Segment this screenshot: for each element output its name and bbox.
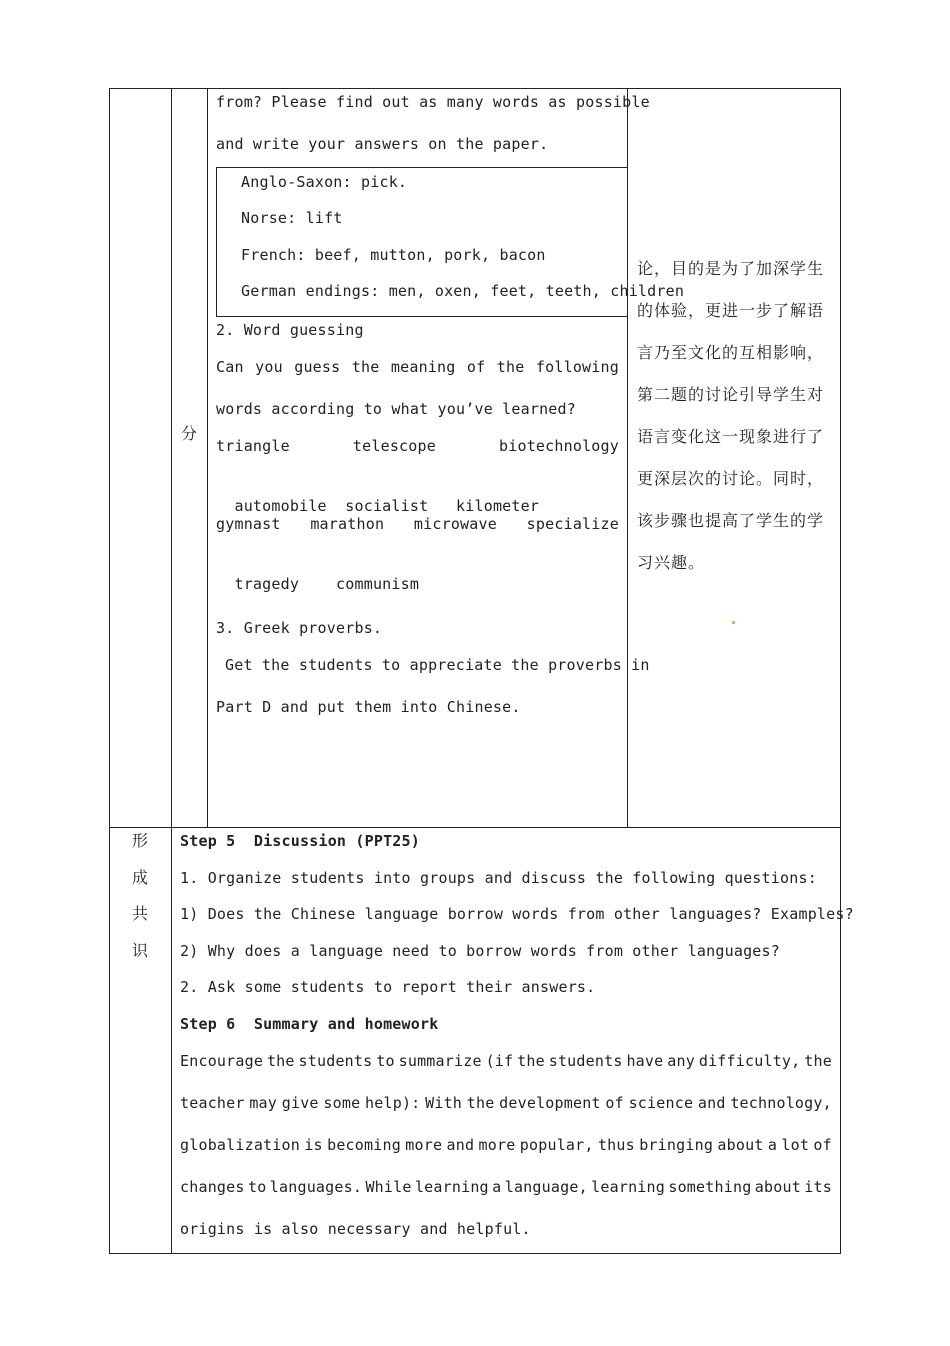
notes-column-divider (627, 88, 628, 828)
table-top-border (109, 88, 841, 89)
note-line-1: 论，目的是为了加深学生 (637, 259, 825, 278)
stage-label-upper: 分 (181, 424, 199, 443)
step-5-line-4: 2. Ask some students to report their answers. (180, 978, 596, 996)
stage-column-divider (171, 88, 172, 1254)
inner-column-divider (207, 88, 208, 828)
word-guessing-heading: 2. Word guessing (216, 321, 364, 339)
step-5-line-1: 1. Organize students into groups and discuss the following questions: (180, 869, 817, 887)
table-right-border (840, 88, 841, 1254)
note-line-7: 该步骤也提高了学生的学 (637, 511, 825, 530)
intro-line-1: from? Please find out as many words as possible (216, 93, 650, 111)
origins-box-top (216, 167, 628, 168)
greek-proverbs-line-1: Get the students to appreciate the proverbs in (225, 656, 650, 674)
greek-proverbs-line-2: Part D and put them into Chinese. (216, 698, 521, 716)
origins-box-bottom (216, 316, 628, 317)
step-6-title: Step 6 Summary and homework (180, 1015, 439, 1033)
origin-german: German endings: men, oxen, feet, teeth, children (241, 282, 685, 300)
intro-line-2: and write your answers on the paper. (216, 135, 549, 153)
note-line-5: 语言变化这一现象进行了 (637, 427, 825, 446)
stage-label-char-4: 识 (132, 941, 150, 960)
note-line-2: 的体验，更进一步了解语 (637, 301, 825, 320)
stray-mark (732, 621, 735, 624)
step-5-line-2: 1) Does the Chinese language borrow words from other languages? Examples? (180, 905, 854, 923)
origin-french: French: beef, mutton, pork, bacon (241, 246, 546, 264)
stage-label-char-1: 形 (132, 831, 150, 850)
table-left-border (109, 88, 110, 1254)
word-guessing-question-line-1: Can you guess the meaning of the following (216, 358, 619, 376)
stage-label-char-2: 成 (132, 868, 150, 887)
summary-line-4: changes to languages. While learning a language, learning something about its (180, 1178, 832, 1196)
summary-line-2: teacher may give some help): With the development of science and technology, (180, 1094, 832, 1112)
origin-norse: Norse: lift (241, 209, 343, 227)
note-line-4: 第二题的讨论引导学生对 (637, 385, 825, 404)
greek-proverbs-heading: 3. Greek proverbs. (216, 619, 383, 637)
row-divider (109, 827, 841, 828)
summary-line-3: globalization is becoming more and more popular, thus bringing about a lot of (180, 1136, 832, 1154)
note-line-6: 更深层次的讨论。同时， (637, 469, 825, 488)
summary-line-5: origins is also necessary and helpful. (180, 1220, 531, 1238)
origins-box-left (216, 167, 217, 317)
origin-anglo-saxon: Anglo-Saxon: pick. (241, 173, 408, 191)
word-list-row-4: tragedy communism (234, 575, 420, 593)
word-list-row-2: automobile socialist kilometer (234, 497, 540, 515)
table-bottom-border (109, 1253, 841, 1254)
step-5-title: Step 5 Discussion (PPT25) (180, 832, 420, 850)
word-list-row-3: gymnast marathon microwave specialize (216, 515, 619, 533)
note-line-8: 习兴趣。 (637, 553, 706, 572)
step-5-line-3: 2) Why does a language need to borrow words from other languages? (180, 942, 780, 960)
word-guessing-question-line-2: words according to what you’ve learned? (216, 400, 576, 418)
summary-line-1: Encourage the students to summarize (if the students have any difficulty, the (180, 1052, 832, 1070)
word-list-row-1: triangle telescope biotechnology (216, 437, 619, 455)
note-line-3: 言乃至文化的互相影响， (637, 343, 825, 362)
stage-label-char-3: 共 (132, 904, 150, 923)
